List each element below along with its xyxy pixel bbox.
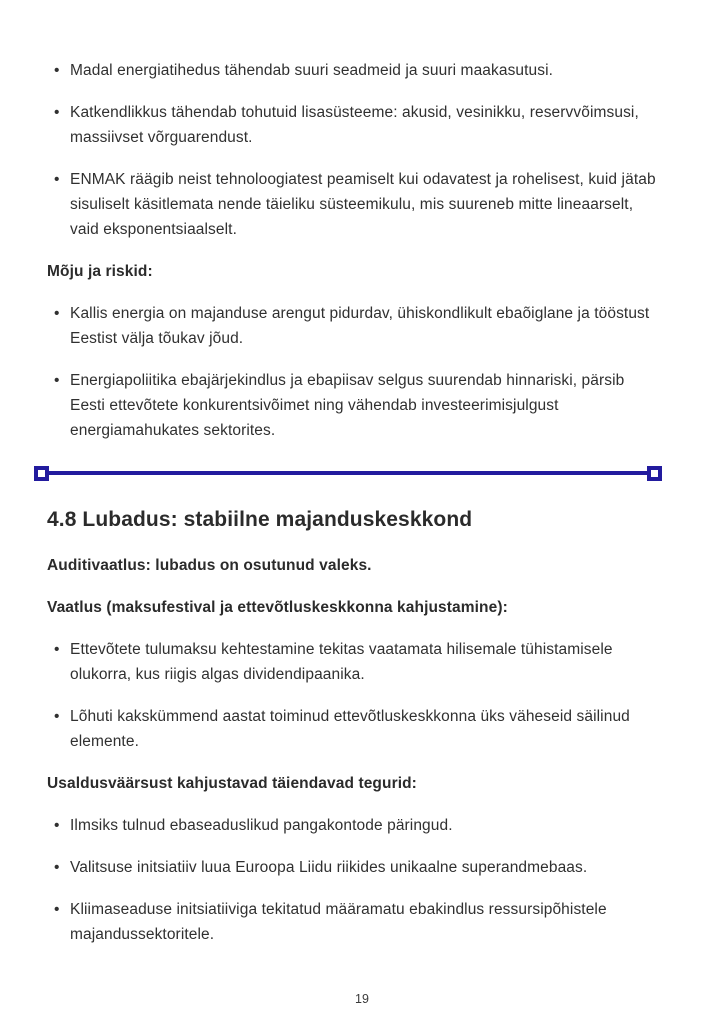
divider-square-right-icon	[647, 466, 662, 481]
divider-square-left-icon	[34, 466, 49, 481]
observation-label: Vaatlus (maksufestival ja ettevõtluskeskkonna kahjustamine):	[47, 599, 508, 616]
impact-bullet-list	[47, 301, 662, 443]
observation-bullet-list	[47, 637, 662, 754]
impact-risks-label: Mõju ja riskid:	[47, 263, 153, 280]
trust-factors-label: Usaldusväärsust kahjustavad täiendavad tegurid:	[47, 775, 417, 792]
list-item: • ENMAK räägib neist tehnoloogiatest peamiselt kui odavatest ja rohelisest, kuid jätab sisuliselt käsitlemata nende täieliku süsteemikulu, mis suureneb mitte lineaarselt, vaid eksponentsiaalselt.	[47, 167, 662, 242]
list-item: • Ettevõtete tulumaksu kehtestamine tekitas vaatamata hilisemale tühistamisele olukorra, kus riigis algas dividendipaanika.	[47, 637, 662, 687]
section-heading: 4.8 Lubadus: stabiilne majanduskeskkond	[47, 508, 473, 531]
list-item: • Kallis energia on majanduse arengut pidurdav, ühiskondlikult ebaõiglane ja tööstust Eestist välja tõukav jõud.	[47, 301, 662, 351]
list-item: • Katkendlikkus tähendab tohutuid lisasüsteeme: akusid, vesinikku, reservvõimsusi, massiivset võrguarendust.	[47, 100, 662, 150]
list-item: • Energiapoliitika ebajärjekindlus ja ebapiisav selgus suurendab hinnariski, pärsib Eesti ettevõtete konkurentsivõimet ning vähendab investeerimisjulgust energiamahukates sektorites.	[47, 368, 662, 443]
audit-view-label: Auditivaatlus: lubadus on osutunud valeks.	[47, 557, 372, 574]
divider-line	[49, 471, 647, 475]
energy-bullet-list	[47, 58, 662, 242]
list-item: • Kliimaseaduse initsiatiiviga tekitatud määramatu ebakindlus ressursipõhistele majandussektoritele.	[47, 897, 662, 947]
page-number: 19	[355, 992, 369, 1006]
list-item: • Madal energiatihedus tähendab suuri seadmeid ja suuri maakasutusi.	[47, 58, 662, 83]
section-divider	[34, 465, 662, 481]
list-item: • Ilmsiks tulnud ebaseaduslikud pangakontode päringud.	[47, 813, 662, 838]
list-item: • Lõhuti kakskümmend aastat toiminud ettevõtluskeskkonna üks väheseid säilinud elemente.	[47, 704, 662, 754]
list-item: • Valitsuse initsiatiiv luua Euroopa Liidu riikides unikaalne superandmebaas.	[47, 855, 662, 880]
factors-bullet-list	[47, 813, 662, 947]
